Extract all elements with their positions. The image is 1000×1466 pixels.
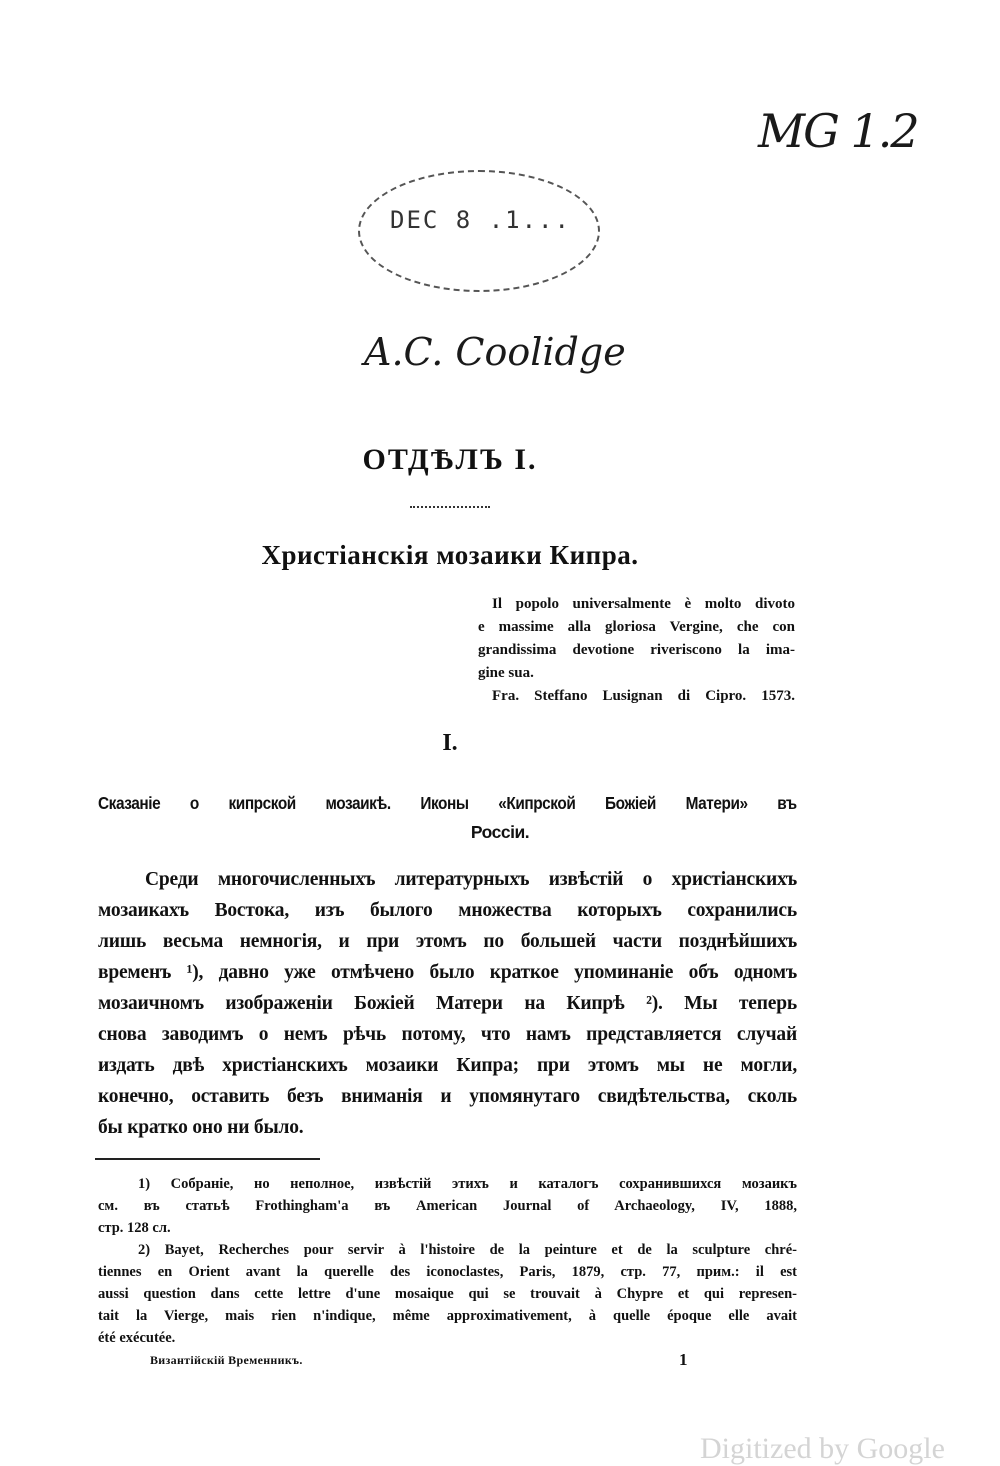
ornamental-rule [410, 506, 490, 508]
epigraph-line: Il popolo universalmente è molto divoto [492, 596, 795, 612]
stamp-date: DEC 8 .1... [390, 206, 571, 234]
footnote-line: стр. 128 сл. [98, 1220, 171, 1236]
article-title: Христіанскія мозаики Кипра. [261, 540, 639, 570]
section-label: ОТДѢЛЪ I. [362, 443, 538, 476]
footnote-line: см. въ статьѣ Frothingham'a въ American Journal of Archaeology, IV, 1888, [98, 1198, 797, 1214]
epigraph-line: gine sua. [478, 665, 534, 681]
body-line: мозаичномъ изображеніи Божіей Матери на Кипрѣ ²). Мы теперь [98, 993, 797, 1014]
footnote-rule [95, 1158, 320, 1160]
handwritten-shelfmark: MG 1.2 [758, 104, 918, 158]
page-number: 1 [679, 1350, 688, 1369]
chapter-heading-line: Россіи. [470, 822, 530, 842]
body-line: издать двѣ христіанскихъ мозаики Кипра; при этомъ мы не могли, [98, 1055, 797, 1076]
body-line: временъ ¹), давно уже отмѣчено было краткое упоминаніе объ одномъ [98, 962, 797, 983]
footnote-line: 2) Bayet, Recherches pour servir à l'histoire de la peinture et de la sculpture chré- [138, 1242, 797, 1258]
footnote-line: aussi question dans cette lettre d'une mosaique qui se trouvait à Chypre et qui represen- [98, 1286, 797, 1302]
epigraph-line: e massime alla gloriosa Vergine, che con [478, 619, 795, 635]
footnote-line: tiennes en Orient avant la querelle des iconoclastes, Paris, 1879, стр. 77, прим.: il est [98, 1264, 797, 1280]
google-watermark: Digitized by Google [700, 1432, 945, 1465]
library-stamp [358, 170, 600, 292]
body-line: конечно, оставить безъ вниманія и упомянутаго свидѣтельства, сколь [98, 1086, 797, 1107]
chapter-heading-line: Сказаніе о кипрской мозаикѣ. Иконы «Кипрской Божіей Матери» въ [98, 793, 797, 813]
body-line: мозаикахъ Востока, изъ былого множества которыхъ сохранились [98, 900, 797, 921]
footnote-line: tait la Vierge, mais rien n'indique, même approximativement, à quelle époque elle avait [98, 1308, 797, 1324]
chapter-number: I. [442, 730, 458, 756]
epigraph-line: grandissima devotione riveriscono la ima- [478, 642, 795, 658]
journal-signature: Византійскій Временникъ. [150, 1353, 303, 1367]
footnote-line: été exécutée. [98, 1330, 176, 1346]
body-line: снова заводимъ о немъ рѣчь потому, что намъ представляется случай [98, 1024, 797, 1045]
signature: A.C. Coolidge [364, 330, 626, 374]
body-line: лишь весьма немногія, и при этомъ по большей части позднѣйшихъ [98, 931, 797, 952]
footnote-line: 1) Собраніе, но неполное, извѣстій этихъ и каталогъ сохранившихся мозаикъ [138, 1176, 797, 1192]
body-line: Среди многочисленныхъ литературныхъ извѣстій о христіанскихъ [145, 869, 797, 890]
body-line: бы кратко оно ни было. [98, 1117, 304, 1138]
epigraph-attribution: Fra. Steffano Lusignan di Cipro. 1573. [492, 688, 795, 704]
